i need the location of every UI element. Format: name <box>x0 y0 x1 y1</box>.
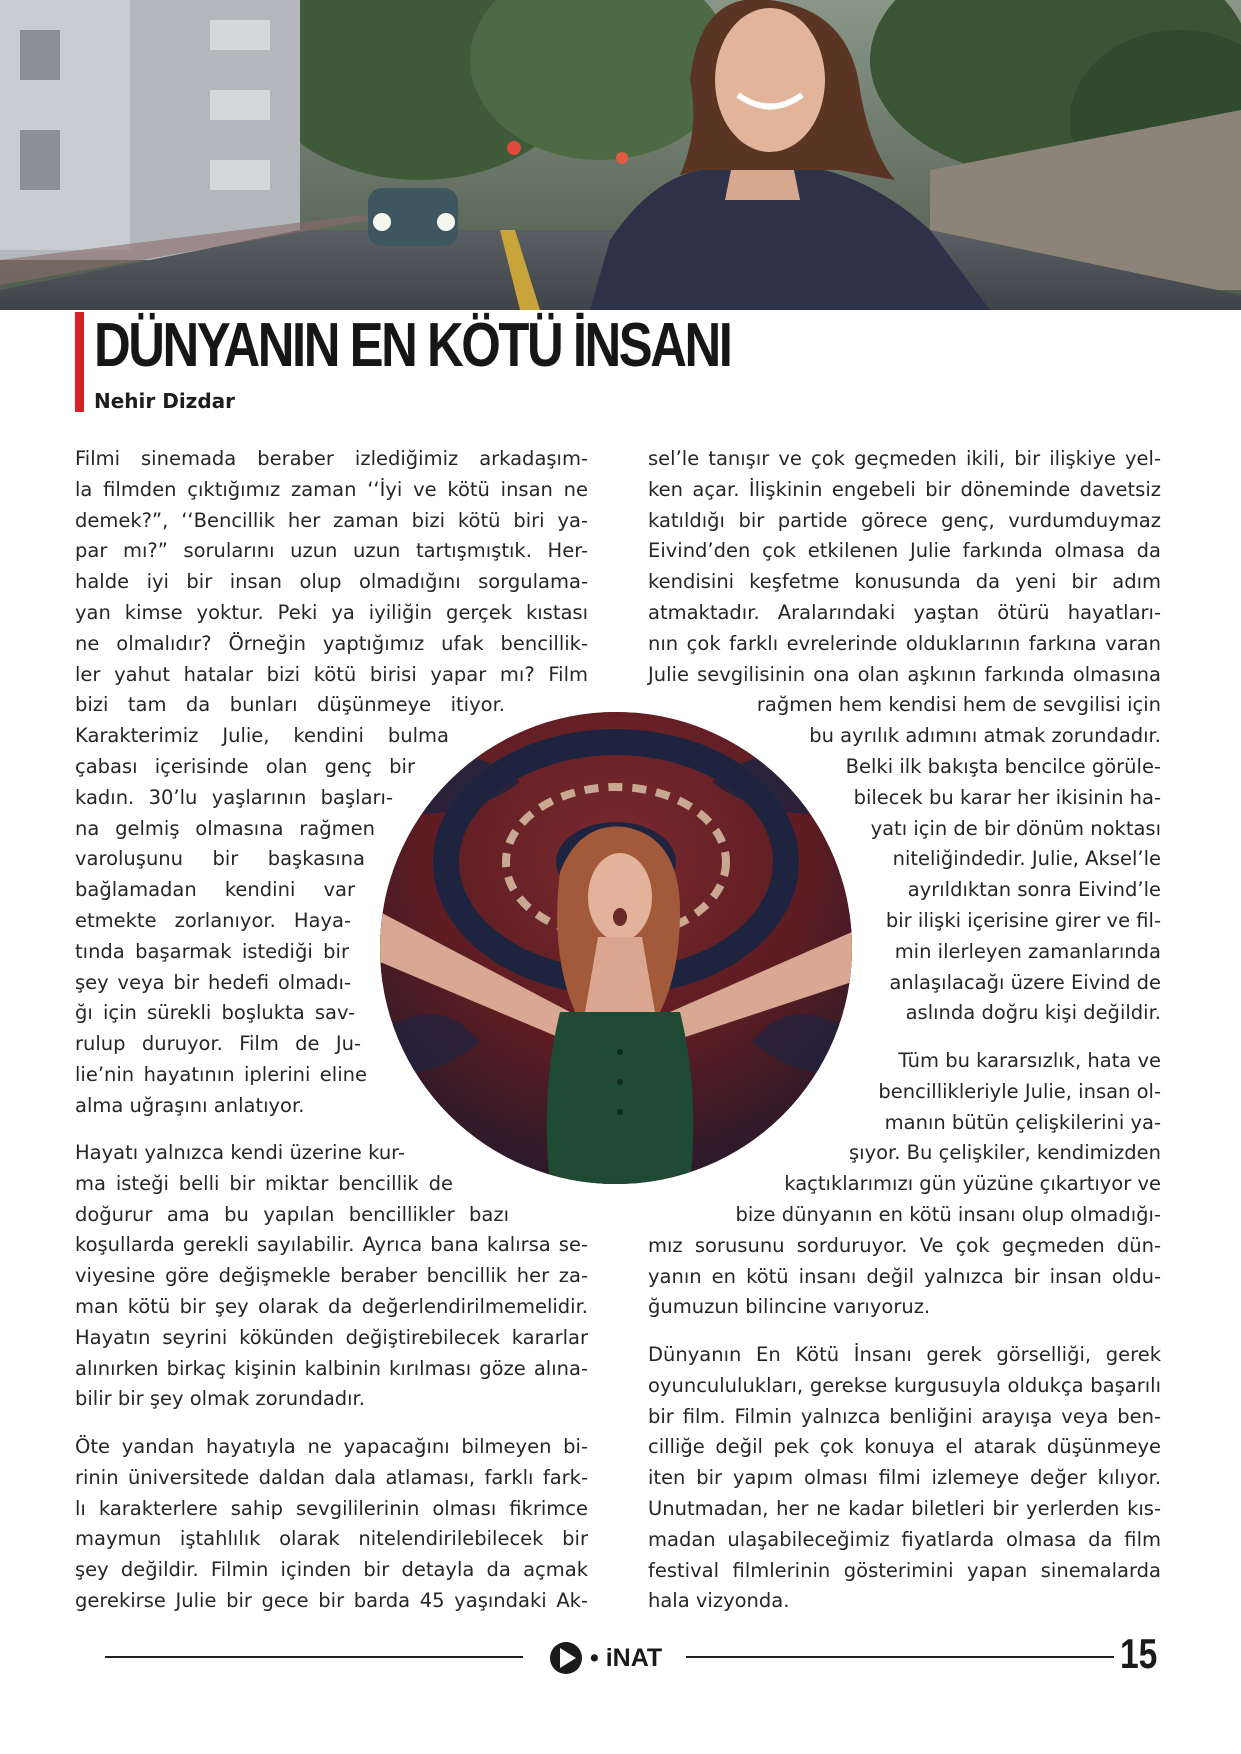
text-line: bağlamadan kendini var <box>75 878 355 902</box>
text-line: lie’nin hayatının iplerini eline <box>75 1062 367 1086</box>
text-line: na gelmiş olmasına rağmen <box>75 816 375 840</box>
text-line: rinin üniversitede daldan dala atlaması, farklı fark- <box>75 1465 588 1489</box>
text-line: yatı için de bir dönüm noktası <box>870 816 1161 840</box>
text-line: kadın. 30’lu yaşlarının başları- <box>75 785 393 809</box>
text-line: bu ayrılık adımını atmak zorundadır. <box>809 724 1161 748</box>
text-line: doğurur ama bu yapılan bencillikler bazı <box>75 1202 509 1226</box>
text-line: şıyor. Bu çelişkiler, kendimizden <box>849 1141 1161 1165</box>
text-line: çabası içerisinde olan genç bir <box>75 754 415 778</box>
text-line: alma uğraşını anlatıyor. <box>75 1093 305 1117</box>
text-line: demek?”, ‘‘Bencillik her zaman bizi kötü biri ya- <box>75 508 588 532</box>
title-accent-bar <box>75 312 84 412</box>
text-line: maymun iştahlılık olarak nitelendirilebilecek bir <box>75 1527 588 1551</box>
text-line: iten bir yapım olması filmi izlemeye değer kılıyor. <box>648 1466 1161 1490</box>
text-line: Unutmadan, her ne kadar biletleri bir yerlerden kıs- <box>648 1496 1161 1520</box>
text-line: alınırken birkaç kişinin kalbinin kırılması göze alına- <box>75 1356 588 1380</box>
text-line: anlaşılacağı üzere Eivind de <box>889 970 1161 994</box>
text-line: rulup duruyor. Film de Ju- <box>75 1032 361 1056</box>
text-line: aslında doğru kişi değildir. <box>905 1001 1161 1025</box>
text-line: hala vizyonda. <box>648 1589 790 1613</box>
text-line: Belki ilk bakışta bencilce görüle- <box>845 754 1161 778</box>
magazine-logo <box>548 1638 680 1678</box>
text-line: bir film. Filmin yalnızca benliğini arayışa veya ben- <box>648 1404 1161 1428</box>
text-line: bizi tam da bunları düşünmeye itiyor. <box>75 693 505 717</box>
inset-photo <box>380 712 852 1184</box>
text-line: min ilerleyen zamanlarında <box>894 939 1161 963</box>
text-line: yan kimse yoktur. Peki ya iyiliğin gerçek kıstası <box>75 600 588 624</box>
text-line: man kötü bir şey olarak da değerlendirilmemelidir. <box>75 1294 588 1318</box>
article-author: Nehir Dizdar <box>94 389 235 413</box>
text-line: bencillikleriyle Julie, insan ol- <box>878 1079 1161 1103</box>
text-line: Hayatın seyrini kökünden değiştirebilecek kararlar <box>75 1325 588 1349</box>
text-line: katıldığı bir partide görece genç, vurdumduymaz <box>648 508 1161 532</box>
text-line: kaçtıklarımızı gün yüzüne çıkartıyor ve <box>784 1172 1161 1196</box>
text-line: Karakterimiz Julie, kendini bulma <box>75 724 449 748</box>
text-line: festival filmlerinin gösterimini yapan sinemalarda <box>648 1558 1161 1582</box>
logo-mark-icon <box>548 1638 680 1678</box>
page-number: 15 <box>1120 1630 1158 1677</box>
text-line: halde iyi bir insan olup olmadığını sorgulama- <box>75 570 588 594</box>
text-line: ğı için sürekli boşlukta sav- <box>75 1001 355 1025</box>
left-column-paragraph-2 <box>75 1138 588 1415</box>
text-line: rağmen hem kendisi hem de sevgilisi için <box>756 693 1161 717</box>
article-title: DÜNYANIN EN KÖTÜ İNSANI <box>94 311 731 380</box>
text-line: lı karakterlere sahip sevgililerinin olması fikrimce <box>75 1496 588 1520</box>
hero-photo <box>0 0 1241 310</box>
text-line: şey veya bir hedefi olmadı- <box>75 970 351 994</box>
brand-name: • iNAT <box>590 1644 663 1672</box>
text-line: sel’le tanışır ve çok geçmeden ikili, bir ilişkiye yel- <box>648 447 1161 470</box>
text-line: manın bütün çelişkilerini ya- <box>884 1110 1161 1134</box>
text-line: tında başarmak istediği bir <box>75 939 349 963</box>
text-line: Tüm bu kararsızlık, hata ve <box>898 1049 1161 1072</box>
text-line: ler yahut hatalar bizi kötü birisi yapar mı? Film <box>75 662 588 686</box>
left-column-paragraph-3 <box>75 1432 588 1617</box>
text-line: mız sorusunu sorduruyor. Ve çok geçmeden dün- <box>648 1233 1161 1257</box>
text-line: etmekte zorlanıyor. Haya- <box>75 908 351 932</box>
text-line: ğumuzun bilincine varıyoruz. <box>648 1295 931 1319</box>
footer-rule-left <box>105 1656 523 1658</box>
text-line: Öte yandan hayatıyla ne yapacağını bilmeyen bi- <box>75 1435 588 1458</box>
text-line: koşullarda gerekli sayılabilir. Ayrıca bana kalırsa se- <box>75 1233 588 1257</box>
text-line: madan ulaşabileceğimiz fiyatlarda olmasa da film <box>648 1527 1161 1551</box>
text-line: ayrıldıktan sonra Eivind’le <box>907 878 1161 902</box>
text-line: bilir bir şey olmak zorundadır. <box>75 1387 365 1411</box>
text-line: bilecek bu karar her ikisinin ha- <box>853 785 1161 809</box>
text-line: bize dünyanın en kötü insanı olup olmadığı- <box>735 1202 1161 1226</box>
text-line: atmaktadır. Aralarındaki yaştan ötürü hayatları- <box>648 600 1161 624</box>
text-line: Julie sevgilisinin ona olan aşkının farkında olmasına <box>648 662 1161 686</box>
text-line: par mı?” sorularını uzun uzun tartışmıştık. Her- <box>75 539 588 563</box>
text-line: Hayatı yalnızca kendi üzerine kur- <box>75 1141 405 1164</box>
text-line: cilliğe değil pek çok konuya el atarak düşünmeye <box>648 1435 1161 1459</box>
text-line: Filmi sinemada beraber izlediğimiz arkadaşım- <box>75 447 588 470</box>
text-line: nın çok farklı evrelerinde olduklarının farkına varan <box>648 631 1161 655</box>
text-line: Dünyanın En Kötü İnsanı gerek görselliği, gerek <box>648 1343 1161 1366</box>
text-line: gerekirse Julie bir gece bir barda 45 yaşındaki Ak- <box>75 1588 588 1612</box>
text-line: şey değildir. Filmin içinden bir detayla da açmak <box>75 1558 588 1582</box>
text-line: Eivind’den çok etkilenen Julie farkında olmasa da <box>648 539 1161 563</box>
text-line: yanın en kötü insanı değil yalnızca bir insan oldu- <box>648 1264 1161 1288</box>
right-column-paragraph-3 <box>648 1340 1161 1617</box>
text-line: bir ilişki içerisine girer ve fil- <box>885 908 1161 932</box>
text-line: niteliğindedir. Julie, Aksel’le <box>892 847 1161 871</box>
text-line: ne olmalıdır? Örneğin yaptığımız ufak bencillik- <box>75 631 588 655</box>
text-line: viyesine göre değişmekle beraber bencillik her za- <box>75 1264 588 1288</box>
text-line: kendisini keşfetme konusunda da yeni bir adım <box>648 570 1161 594</box>
text-line: ken açar. İlişkinin engebeli bir döneminde davetsiz <box>648 477 1161 501</box>
text-line: la filmden çıktığımız zaman ‘‘İyi ve kötü insan ne <box>75 477 588 501</box>
text-line: varoluşunu bir başkasına <box>75 847 365 871</box>
footer-rule-right <box>686 1656 1114 1658</box>
text-line: oyuncululukları, gerekse kurgusuyla oldukça başarılı <box>648 1373 1161 1397</box>
text-line: ma isteği belli bir miktar bencillik de <box>75 1171 453 1195</box>
